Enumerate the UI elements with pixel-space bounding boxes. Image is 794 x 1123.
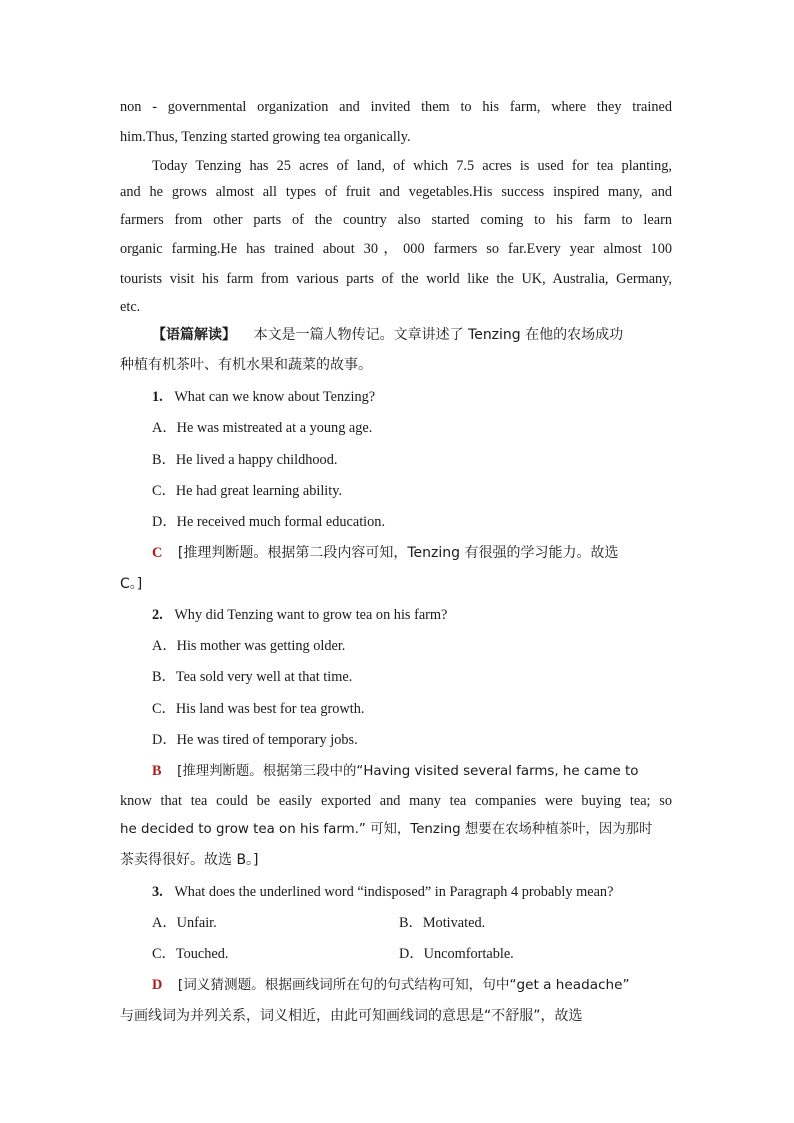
summary-line [152,326,623,344]
explanation-line [152,762,672,781]
summary-text: 本文是一篇人物传记。文章讲述了 Tenzing 在他的农场成功 [253,327,624,343]
answer-letter: D [152,977,163,993]
passage-line: farmers from other parts of the country also started coming to his farm to learn [120,212,672,228]
passage-line: non - governmental organization and invited them to his farm, where they trained [120,99,672,115]
explanation-line: 与画线词为并列关系，词义相近，由此可知画线词的意思是“不舒服”，故选 [120,1008,583,1024]
explanation-line [152,544,618,562]
option-b: B．Motivated. [399,915,486,931]
answer-letter: C [152,545,163,561]
question-2 [152,606,447,624]
passage-line: organic farming.He has trained about 30，000 farmers so far.Every year almost 100 [120,241,672,257]
option-a: A．He was mistreated at a young age. [152,420,373,436]
option-b: B．He lived a happy childhood. [152,452,338,468]
options-row [152,945,672,963]
question-stem: What does the underlined word “indisposed” in Paragraph 4 probably mean? [174,884,614,900]
option-a: A．His mother was getting older. [152,638,346,654]
option-d: D．He received much formal education. [152,514,386,530]
explanation-line: he decided to grow tea on his farm.” 可知，Tenzing 想要在农场种植茶叶，因为那时 [120,822,653,837]
answer-letter: B [152,763,162,779]
question-stem: What can we know about Tenzing? [174,389,376,405]
question-1 [152,388,375,406]
passage-line: Today Tenzing has 25 acres of land, of which 7.5 acres is used for tea planting, [152,158,672,174]
explanation-line [152,976,672,994]
option-c: C．He had great learning ability. [152,483,343,499]
explanation-text: [词义猜测题。根据画线词所在句的句式结构可知，句中“get a headache” [177,977,630,993]
option-a: A．Unfair. [152,915,217,931]
passage-line: tourists visit his farm from various parts of the world like the UK, Australia, Germany, [120,271,672,287]
question-number: 3. [152,884,163,900]
question-3 [152,883,613,901]
explanation-text: [推理判断题。根据第二段内容可知，Tenzing 有很强的学习能力。故选 [177,545,619,561]
option-d: D．Uncomfortable. [399,946,514,962]
explanation-text: [推理判断题。根据第三段中的“Having visited several farms, he came to [177,764,639,779]
question-number: 2. [152,607,163,623]
option-b: B．Tea sold very well at that time. [152,669,353,685]
explanation-line: C。] [120,576,143,592]
question-number: 1. [152,389,163,405]
passage-line: him.Thus, Tenzing started growing tea organically. [120,129,411,145]
passage-line: and he grows almost all types of fruit and vegetables.His success inspired many, and [120,184,672,200]
summary-line: 种植有机茶叶、有机水果和蔬菜的故事。 [120,357,372,373]
option-c: C．Touched. [152,946,229,962]
option-d: D．He was tired of temporary jobs. [152,732,358,748]
question-stem: Why did Tenzing want to grow tea on his farm? [174,607,448,623]
explanation-line: 茶卖得很好。故选 B。] [120,852,259,868]
option-c: C．His land was best for tea growth. [152,701,365,717]
explanation-line: know that tea could be easily exported and many tea companies were buying tea; so [120,793,672,809]
options-row [152,914,672,932]
summary-label: 【语篇解读】 [152,327,236,343]
passage-line: etc. [120,299,141,315]
